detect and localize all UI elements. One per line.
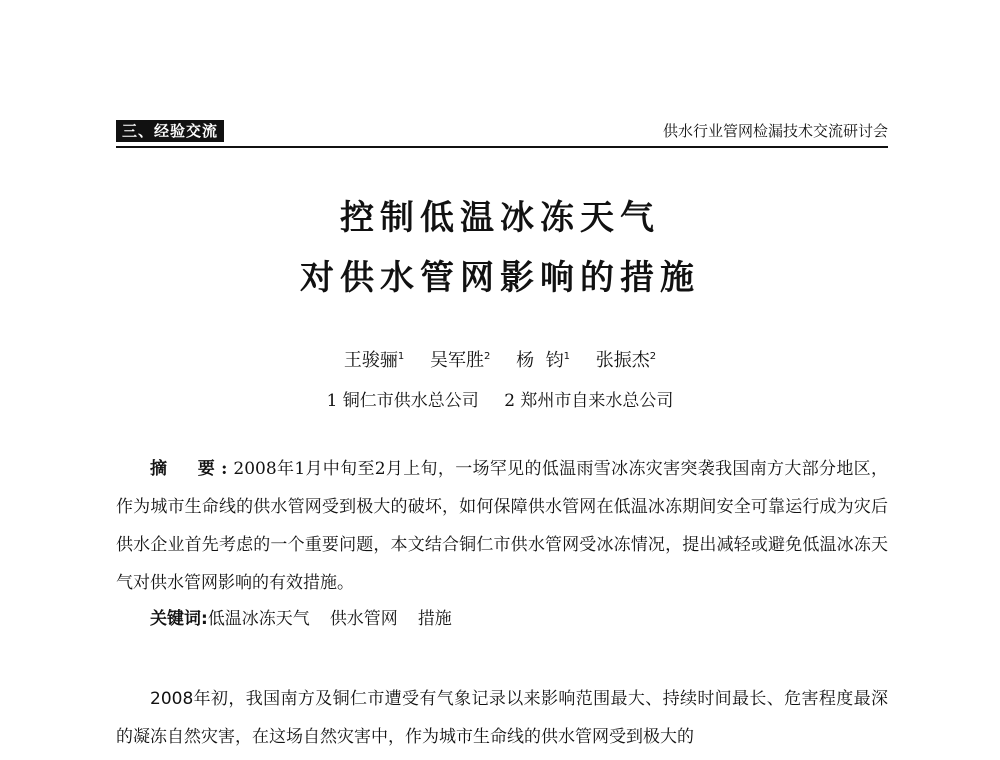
body-paragraph: [116, 680, 888, 756]
author: [596, 350, 656, 371]
keyword: 措施: [417, 609, 452, 629]
abstract-label: 摘 要:: [150, 459, 234, 479]
abstract: [116, 450, 888, 602]
author-name: 王骏骊: [343, 350, 398, 371]
keyword: 低温冰冻天气: [207, 609, 310, 629]
keywords: [150, 604, 472, 629]
affiliation: 2 郑州市自来水总公司: [504, 391, 674, 411]
keywords-label: 关键词:: [150, 609, 208, 629]
author: [430, 350, 490, 371]
author-name: 张振杰: [595, 350, 650, 371]
title-line-1: 控制低温冰冻天气: [340, 198, 660, 238]
author-name: 吴军胜: [430, 350, 485, 371]
abstract-text: 2008年1月中旬至2月上旬，一场罕见的低温雨雪冰冻灾害突袭我国南方大部分地区，作为城市生命线的供水管网受到极大的破坏，如何保障供水管网在低温冰冻期间安全可靠运行成为灾后供水企业首先考虑的一个重要问题，本文结合铜仁市供水管网受冰冻情况，提出减轻或避免低温冰冻天气对供水管网影响的有效措施。: [116, 459, 888, 593]
body-paragraph-text: 2008年初，我国南方及铜仁市遭受有气象记录以来影响范围最大、持续时间最长、危害程度最深的凝冻自然灾害，在这场自然灾害中，作为城市生命线的供水管网受到极大的: [116, 689, 888, 747]
author-affil-mark: 1: [397, 351, 405, 362]
author-name: 杨 钧: [516, 350, 564, 371]
author-list: [0, 346, 1000, 372]
author-affil-mark: 2: [484, 351, 491, 362]
page-header: [116, 120, 888, 146]
header-rule: [116, 146, 888, 148]
author-affil-mark: 2: [649, 351, 657, 362]
affiliation: 1 铜仁市供水总公司: [326, 391, 479, 411]
keyword: 供水管网: [329, 609, 398, 629]
conference-name: 供水行业管网检漏技术交流研讨会: [662, 122, 888, 140]
author: [344, 350, 404, 371]
title-line-2: 对供水管网影响的措施: [300, 258, 700, 298]
author-affil-mark: 1: [563, 351, 570, 362]
author: [516, 350, 570, 371]
affiliation-list: [0, 386, 1000, 411]
section-tag: 三、经验交流: [116, 120, 224, 142]
